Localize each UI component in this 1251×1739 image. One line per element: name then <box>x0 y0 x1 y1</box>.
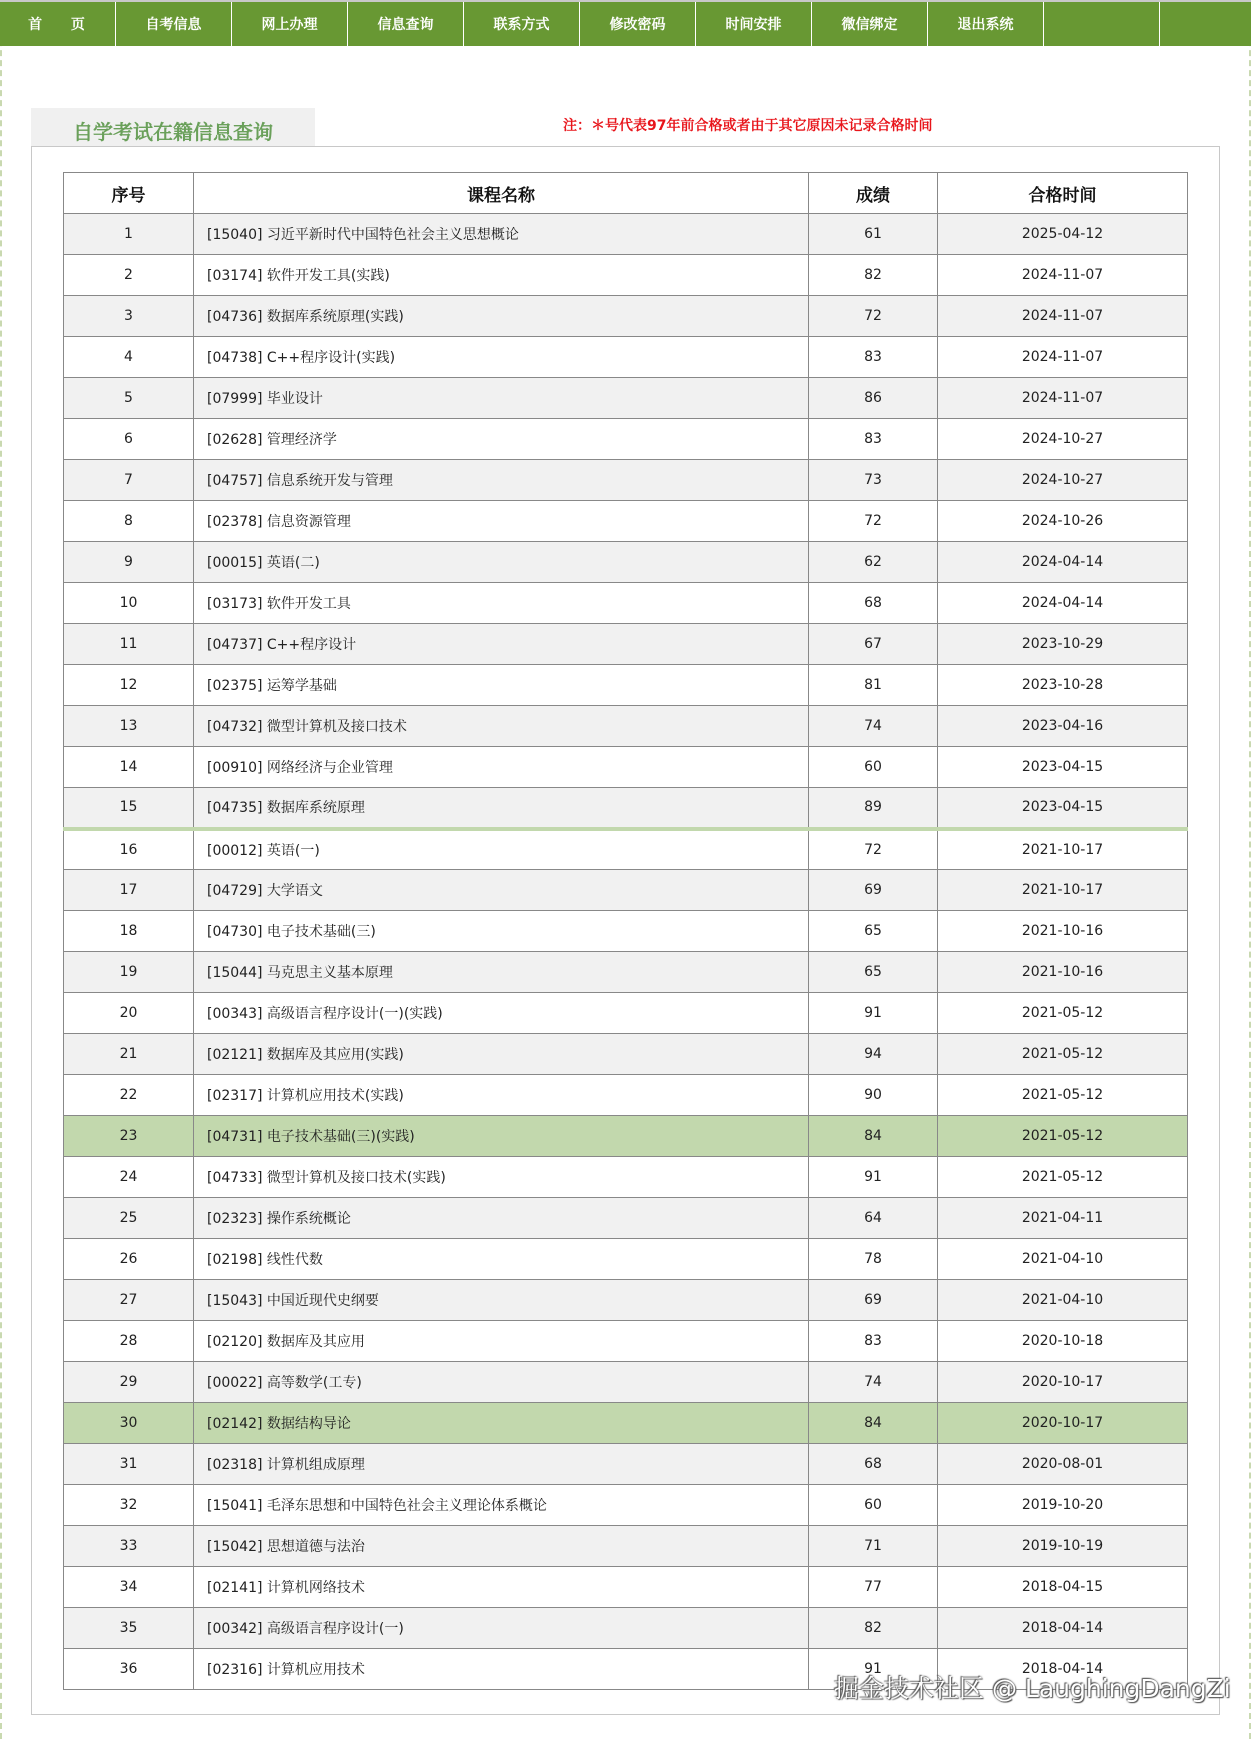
cell-date: 2019-10-19 <box>938 1526 1188 1567</box>
table-row <box>64 1444 1188 1485</box>
cell-course: [04736] 数据库系统原理(实践) <box>194 296 809 337</box>
cell-course: [15040] 习近平新时代中国特色社会主义思想概论 <box>194 214 809 255</box>
nav-contact[interactable]: 联系方式 <box>464 2 580 46</box>
header-date: 合格时间 <box>938 173 1188 214</box>
table-row <box>64 911 1188 952</box>
cell-date: 2020-10-17 <box>938 1403 1188 1444</box>
cell-no: 23 <box>64 1116 194 1157</box>
cell-no: 19 <box>64 952 194 993</box>
cell-score: 91 <box>809 1157 938 1198</box>
cell-no: 9 <box>64 542 194 583</box>
cell-date: 2024-11-07 <box>938 255 1188 296</box>
table-header-row <box>64 173 1188 214</box>
cell-no: 22 <box>64 1075 194 1116</box>
table-row <box>64 1198 1188 1239</box>
cell-date: 2024-11-07 <box>938 378 1188 419</box>
cell-score: 65 <box>809 952 938 993</box>
table-row <box>64 829 1188 870</box>
cell-course: [02317] 计算机应用技术(实践) <box>194 1075 809 1116</box>
cell-course: [00342] 高级语言程序设计(一) <box>194 1608 809 1649</box>
cell-no: 10 <box>64 583 194 624</box>
watermark: 掘金技术社区 @ LaughingDangZi <box>834 1674 1231 1703</box>
cell-course: [04732] 微型计算机及接口技术 <box>194 706 809 747</box>
cell-course: [15044] 马克思主义基本原理 <box>194 952 809 993</box>
cell-no: 8 <box>64 501 194 542</box>
cell-score: 68 <box>809 1444 938 1485</box>
cell-date: 2023-04-16 <box>938 706 1188 747</box>
cell-date: 2021-05-12 <box>938 1034 1188 1075</box>
cell-course: [04730] 电子技术基础(三) <box>194 911 809 952</box>
cell-date: 2019-10-20 <box>938 1485 1188 1526</box>
nav-exam-info[interactable]: 自考信息 <box>116 2 232 46</box>
cell-no: 4 <box>64 337 194 378</box>
cell-score: 72 <box>809 829 938 870</box>
page-title: 自学考试在籍信息查询 <box>31 108 315 146</box>
cell-no: 1 <box>64 214 194 255</box>
cell-date: 2024-11-07 <box>938 337 1188 378</box>
cell-score: 74 <box>809 1362 938 1403</box>
cell-no: 33 <box>64 1526 194 1567</box>
cell-course: [04731] 电子技术基础(三)(实践) <box>194 1116 809 1157</box>
cell-score: 74 <box>809 706 938 747</box>
cell-score: 77 <box>809 1567 938 1608</box>
cell-no: 5 <box>64 378 194 419</box>
table-row <box>64 378 1188 419</box>
table-row <box>64 706 1188 747</box>
cell-score: 84 <box>809 1116 938 1157</box>
cell-score: 82 <box>809 255 938 296</box>
cell-date: 2021-05-12 <box>938 1157 1188 1198</box>
cell-score: 67 <box>809 624 938 665</box>
cell-score: 86 <box>809 378 938 419</box>
table-row <box>64 1608 1188 1649</box>
cell-date: 2024-04-14 <box>938 542 1188 583</box>
table-row <box>64 255 1188 296</box>
cell-score: 72 <box>809 501 938 542</box>
cell-date: 2018-04-15 <box>938 1567 1188 1608</box>
note-text: 注：＊号代表97年前合格或者由于其它原因未记录合格时间 <box>563 118 933 134</box>
cell-course: [02121] 数据库及其应用(实践) <box>194 1034 809 1075</box>
header-course: 课程名称 <box>194 173 809 214</box>
cell-no: 2 <box>64 255 194 296</box>
table-row <box>64 993 1188 1034</box>
cell-course: [15041] 毛泽东思想和中国特色社会主义理论体系概论 <box>194 1485 809 1526</box>
cell-no: 31 <box>64 1444 194 1485</box>
cell-no: 29 <box>64 1362 194 1403</box>
nav-change-password[interactable]: 修改密码 <box>580 2 696 46</box>
cell-course: [02142] 数据结构导论 <box>194 1403 809 1444</box>
cell-score: 72 <box>809 296 938 337</box>
table-row <box>64 788 1188 829</box>
cell-course: [04738] C++程序设计(实践) <box>194 337 809 378</box>
cell-course: [02120] 数据库及其应用 <box>194 1321 809 1362</box>
cell-no: 14 <box>64 747 194 788</box>
table-row <box>64 214 1188 255</box>
cell-course: [07999] 毕业设计 <box>194 378 809 419</box>
table-row <box>64 1567 1188 1608</box>
table-row <box>64 1321 1188 1362</box>
cell-score: 61 <box>809 214 938 255</box>
table-row <box>64 952 1188 993</box>
cell-date: 2021-10-17 <box>938 870 1188 911</box>
table-row <box>64 747 1188 788</box>
cell-date: 2021-10-16 <box>938 952 1188 993</box>
cell-no: 26 <box>64 1239 194 1280</box>
nav-wechat-bind[interactable]: 微信绑定 <box>812 2 928 46</box>
cell-no: 18 <box>64 911 194 952</box>
cell-no: 30 <box>64 1403 194 1444</box>
cell-no: 36 <box>64 1649 194 1690</box>
top-navigation <box>0 0 1251 46</box>
header-score: 成绩 <box>809 173 938 214</box>
grades-table <box>63 172 1188 1690</box>
cell-no: 3 <box>64 296 194 337</box>
nav-logout[interactable]: 退出系统 <box>928 2 1044 46</box>
cell-date: 2021-05-12 <box>938 993 1188 1034</box>
table-row <box>64 1403 1188 1444</box>
cell-date: 2025-04-12 <box>938 214 1188 255</box>
cell-date: 2021-04-10 <box>938 1280 1188 1321</box>
table-row <box>64 665 1188 706</box>
nav-online-service[interactable]: 网上办理 <box>232 2 348 46</box>
cell-score: 82 <box>809 1608 938 1649</box>
cell-no: 15 <box>64 788 194 829</box>
cell-score: 81 <box>809 665 938 706</box>
cell-score: 84 <box>809 1403 938 1444</box>
table-row <box>64 1116 1188 1157</box>
cell-course: [00015] 英语(二) <box>194 542 809 583</box>
header-no: 序号 <box>64 173 194 214</box>
cell-no: 28 <box>64 1321 194 1362</box>
cell-date: 2018-04-14 <box>938 1649 1188 1690</box>
cell-score: 71 <box>809 1526 938 1567</box>
table-row <box>64 337 1188 378</box>
cell-date: 2021-10-16 <box>938 911 1188 952</box>
cell-date: 2024-10-27 <box>938 460 1188 501</box>
table-row <box>64 624 1188 665</box>
cell-score: 83 <box>809 337 938 378</box>
table-row <box>64 1485 1188 1526</box>
table-row <box>64 1280 1188 1321</box>
cell-course: [02378] 信息资源管理 <box>194 501 809 542</box>
cell-course: [02141] 计算机网络技术 <box>194 1567 809 1608</box>
cell-course: [00012] 英语(一) <box>194 829 809 870</box>
cell-score: 83 <box>809 1321 938 1362</box>
cell-course: [04733] 微型计算机及接口技术(实践) <box>194 1157 809 1198</box>
cell-date: 2021-04-11 <box>938 1198 1188 1239</box>
cell-score: 78 <box>809 1239 938 1280</box>
cell-no: 7 <box>64 460 194 501</box>
cell-date: 2023-04-15 <box>938 747 1188 788</box>
cell-score: 68 <box>809 583 938 624</box>
table-row <box>64 501 1188 542</box>
cell-date: 2024-10-27 <box>938 419 1188 460</box>
cell-date: 2024-11-07 <box>938 296 1188 337</box>
table-body <box>64 214 1188 1690</box>
table-row <box>64 1075 1188 1116</box>
cell-date: 2023-04-15 <box>938 788 1188 829</box>
cell-no: 13 <box>64 706 194 747</box>
cell-course: [02628] 管理经济学 <box>194 419 809 460</box>
table-row <box>64 1362 1188 1403</box>
table-row <box>64 296 1188 337</box>
cell-date: 2024-04-14 <box>938 583 1188 624</box>
cell-date: 2023-10-28 <box>938 665 1188 706</box>
table-row <box>64 1034 1188 1075</box>
cell-course: [04757] 信息系统开发与管理 <box>194 460 809 501</box>
cell-date: 2020-10-17 <box>938 1362 1188 1403</box>
cell-no: 24 <box>64 1157 194 1198</box>
table-row <box>64 1157 1188 1198</box>
cell-course: [03173] 软件开发工具 <box>194 583 809 624</box>
cell-score: 65 <box>809 911 938 952</box>
cell-course: [00910] 网络经济与企业管理 <box>194 747 809 788</box>
cell-no: 17 <box>64 870 194 911</box>
cell-score: 60 <box>809 747 938 788</box>
cell-date: 2023-10-29 <box>938 624 1188 665</box>
cell-course: [02323] 操作系统概论 <box>194 1198 809 1239</box>
table-row <box>64 1239 1188 1280</box>
cell-no: 20 <box>64 993 194 1034</box>
table-row <box>64 460 1188 501</box>
cell-date: 2021-10-17 <box>938 829 1188 870</box>
cell-date: 2021-04-10 <box>938 1239 1188 1280</box>
table-row <box>64 870 1188 911</box>
cell-score: 69 <box>809 1280 938 1321</box>
cell-course: [02316] 计算机应用技术 <box>194 1649 809 1690</box>
table-row <box>64 419 1188 460</box>
cell-score: 73 <box>809 460 938 501</box>
cell-score: 94 <box>809 1034 938 1075</box>
cell-date: 2018-04-14 <box>938 1608 1188 1649</box>
cell-no: 21 <box>64 1034 194 1075</box>
cell-course: [00343] 高级语言程序设计(一)(实践) <box>194 993 809 1034</box>
cell-no: 35 <box>64 1608 194 1649</box>
cell-score: 90 <box>809 1075 938 1116</box>
cell-no: 34 <box>64 1567 194 1608</box>
cell-no: 12 <box>64 665 194 706</box>
nav-info-query[interactable]: 信息查询 <box>348 2 464 46</box>
nav-schedule[interactable]: 时间安排 <box>696 2 812 46</box>
cell-score: 60 <box>809 1485 938 1526</box>
cell-date: 2020-08-01 <box>938 1444 1188 1485</box>
cell-course: [03174] 软件开发工具(实践) <box>194 255 809 296</box>
cell-score: 64 <box>809 1198 938 1239</box>
cell-date: 2021-05-12 <box>938 1116 1188 1157</box>
cell-score: 83 <box>809 419 938 460</box>
cell-no: 6 <box>64 419 194 460</box>
cell-no: 27 <box>64 1280 194 1321</box>
cell-no: 16 <box>64 829 194 870</box>
cell-course: [04735] 数据库系统原理 <box>194 788 809 829</box>
cell-course: [04729] 大学语文 <box>194 870 809 911</box>
cell-course: [02375] 运筹学基础 <box>194 665 809 706</box>
cell-date: 2020-10-18 <box>938 1321 1188 1362</box>
table-row <box>64 542 1188 583</box>
cell-course: [00022] 高等数学(工专) <box>194 1362 809 1403</box>
cell-score: 91 <box>809 1649 938 1690</box>
cell-date: 2024-10-26 <box>938 501 1188 542</box>
cell-no: 25 <box>64 1198 194 1239</box>
cell-score: 91 <box>809 993 938 1034</box>
cell-date: 2021-05-12 <box>938 1075 1188 1116</box>
cell-course: [15043] 中国近现代史纲要 <box>194 1280 809 1321</box>
cell-course: [15042] 思想道德与法治 <box>194 1526 809 1567</box>
table-row <box>64 583 1188 624</box>
cell-score: 89 <box>809 788 938 829</box>
cell-course: [02318] 计算机组成原理 <box>194 1444 809 1485</box>
cell-no: 32 <box>64 1485 194 1526</box>
nav-spacer <box>1044 2 1160 46</box>
nav-home[interactable]: 首 页 <box>0 2 116 46</box>
cell-score: 69 <box>809 870 938 911</box>
cell-course: [02198] 线性代数 <box>194 1239 809 1280</box>
cell-score: 62 <box>809 542 938 583</box>
table-row <box>64 1526 1188 1567</box>
cell-course: [04737] C++程序设计 <box>194 624 809 665</box>
cell-no: 11 <box>64 624 194 665</box>
